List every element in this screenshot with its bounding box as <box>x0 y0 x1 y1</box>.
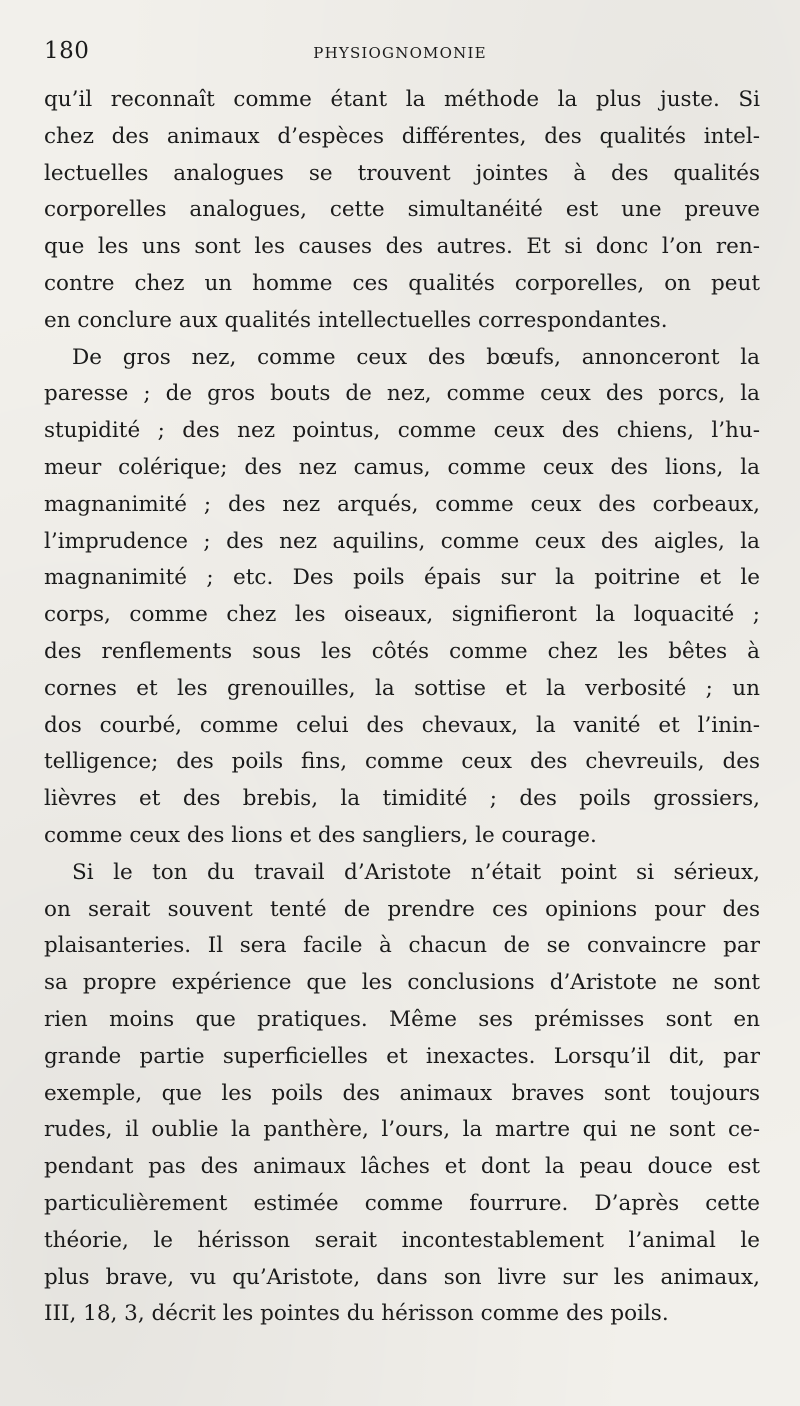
body-text <box>44 82 760 1333</box>
text-line: que les uns sont les causes des autres. Et si donc l’on ren- <box>44 234 760 260</box>
text-line: rudes, il oublie la panthère, l’ours, la martre qui ne sont ce- <box>44 1117 760 1143</box>
text-line: meur colérique; des nez camus, comme ceux des lions, la <box>44 454 760 480</box>
text-line: paresse ; de gros bouts de nez, comme ceux des porcs, la <box>44 381 760 407</box>
text-line: on serait souvent tenté de prendre ces opinions pour des <box>44 896 760 922</box>
text-line: théorie, le hérisson serait incontestablement l’animal le <box>44 1227 760 1253</box>
paragraph <box>44 855 760 1333</box>
text-line: corps, comme chez les oiseaux, signifieront la loquacité ; <box>44 602 760 628</box>
text-line: des renflements sous les côtés comme chez les bêtes à <box>44 638 760 664</box>
text-line: en conclure aux qualités intellectuelles correspondantes. <box>44 307 668 333</box>
paragraph <box>44 340 760 855</box>
text-line: sa propre expérience que les conclusions d’Aristote ne sont <box>44 970 760 996</box>
text-line: plaisanteries. Il sera facile à chacun de se convaincre par <box>44 933 760 959</box>
text-line: grande partie superficielles et inexactes. Lorsqu’il dit, par <box>44 1043 760 1069</box>
text-line: contre chez un homme ces qualités corporelles, on peut <box>44 270 760 296</box>
paragraph <box>44 82 760 340</box>
text-line: chez des animaux d’espèces différentes, des qualités intel- <box>44 123 760 149</box>
text-line: exemple, que les poils des animaux braves sont toujours <box>44 1080 760 1106</box>
text-line: magnanimité ; des nez arqués, comme ceux des corbeaux, <box>44 491 760 517</box>
text-line: corporelles analogues, cette simultanéité est une preuve <box>44 197 760 223</box>
text-line: qu’il reconnaît comme étant la méthode la plus juste. Si <box>44 87 760 112</box>
text-line: magnanimité ; etc. Des poils épais sur la poitrine et le <box>44 565 760 591</box>
running-title: PHYSIOGNOMONIE <box>313 44 487 62</box>
text-line: Si le ton du travail d’Aristote n’était point si sérieux, <box>72 859 760 885</box>
text-line: plus brave, vu qu’Aristote, dans son livre sur les animaux, <box>44 1264 760 1290</box>
text-line: pendant pas des animaux lâches et dont la peau douce est <box>44 1154 760 1180</box>
text-line: De gros nez, comme ceux des bœufs, annonceront la <box>72 344 760 370</box>
text-line: telligence; des poils fins, comme ceux des chevreuils, des <box>44 749 760 775</box>
text-line: cornes et les grenouilles, la sottise et la verbosité ; un <box>44 675 760 701</box>
text-line: rien moins que pratiques. Même ses prémisses sont en <box>44 1006 760 1032</box>
page-number: 180 <box>44 38 90 64</box>
text-line: lectuelles analogues se trouvent jointes à des qualités <box>44 160 760 186</box>
text-line: lièvres et des brebis, la timidité ; des poils grossiers, <box>44 786 760 812</box>
text-line: dos courbé, comme celui des chevaux, la vanité et l’inin- <box>44 712 760 738</box>
text-line: III, 18, 3, décrit les pointes du hérisson comme des poils. <box>44 1301 669 1327</box>
text-line: comme ceux des lions et des sangliers, le courage. <box>44 822 597 848</box>
running-header <box>44 38 756 70</box>
text-line: particulièrement estimée comme fourrure. D’après cette <box>44 1190 760 1216</box>
text-line: l’imprudence ; des nez aquilins, comme ceux des aigles, la <box>44 528 760 554</box>
text-line: stupidité ; des nez pointus, comme ceux des chiens, l’hu- <box>44 418 760 444</box>
